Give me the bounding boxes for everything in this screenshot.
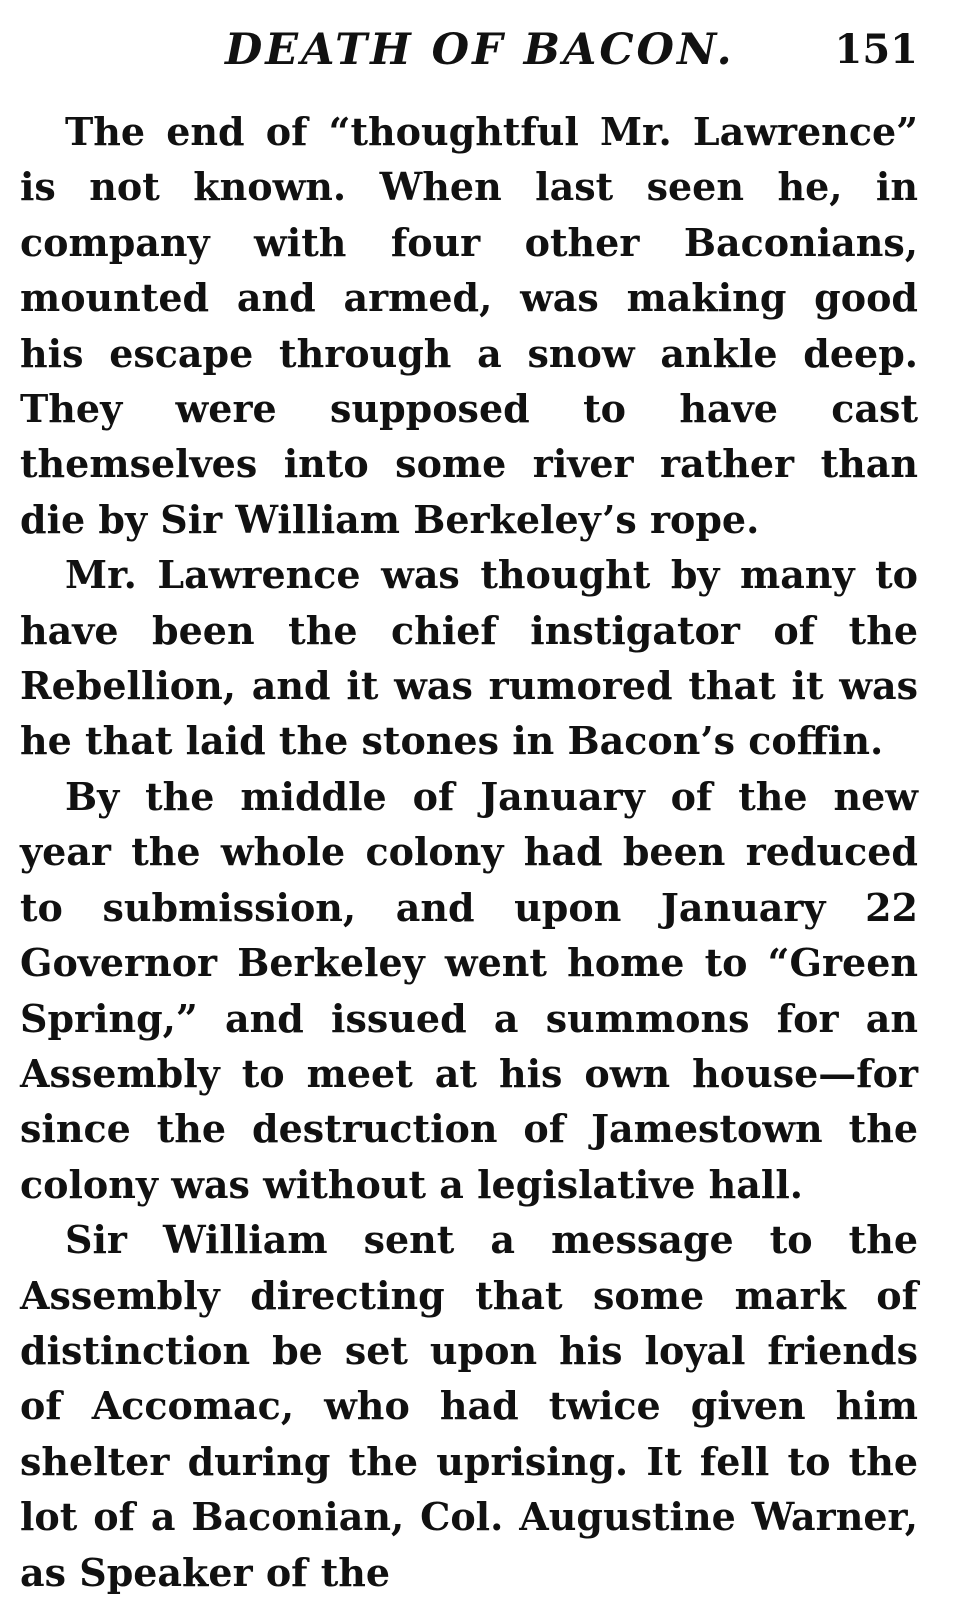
running-title: DEATH OF BACON. (225, 25, 735, 75)
page-header (20, 22, 918, 82)
paragraph: By the middle of January of the new year the whole colony had been reduced to submission, and upon January 22 Governor Berkeley went home to “Green Spring,” and issued a summons for an Assembly to meet at his own house—for since the destruction of Jamestown the colony was without a legislative hall. (20, 773, 918, 1207)
body-text (20, 104, 918, 1600)
paragraph: Sir William sent a message to the Assembly directing that some mark of distinction be set upon his loyal friends of Accomac, who had twice given him shelter during the uprising. It fell to the lot of a Baconian, Col. Augustine Warner, as Speaker of the (20, 1217, 918, 1595)
page-number: 151 (834, 26, 918, 73)
paragraph: Mr. Lawrence was thought by many to have been the chief instigator of the Rebellion, and it was rumored that it was he that laid the stones in Bacon’s coffin. (20, 552, 918, 764)
paragraph: The end of “thoughtful Mr. Lawrence” is not known. When last seen he, in company with four other Baconians, mounted and armed, was making good his escape through a snow ankle deep. They were supposed to have cast themselves into some river rather than die by Sir William Berkeley’s rope. (20, 109, 918, 542)
